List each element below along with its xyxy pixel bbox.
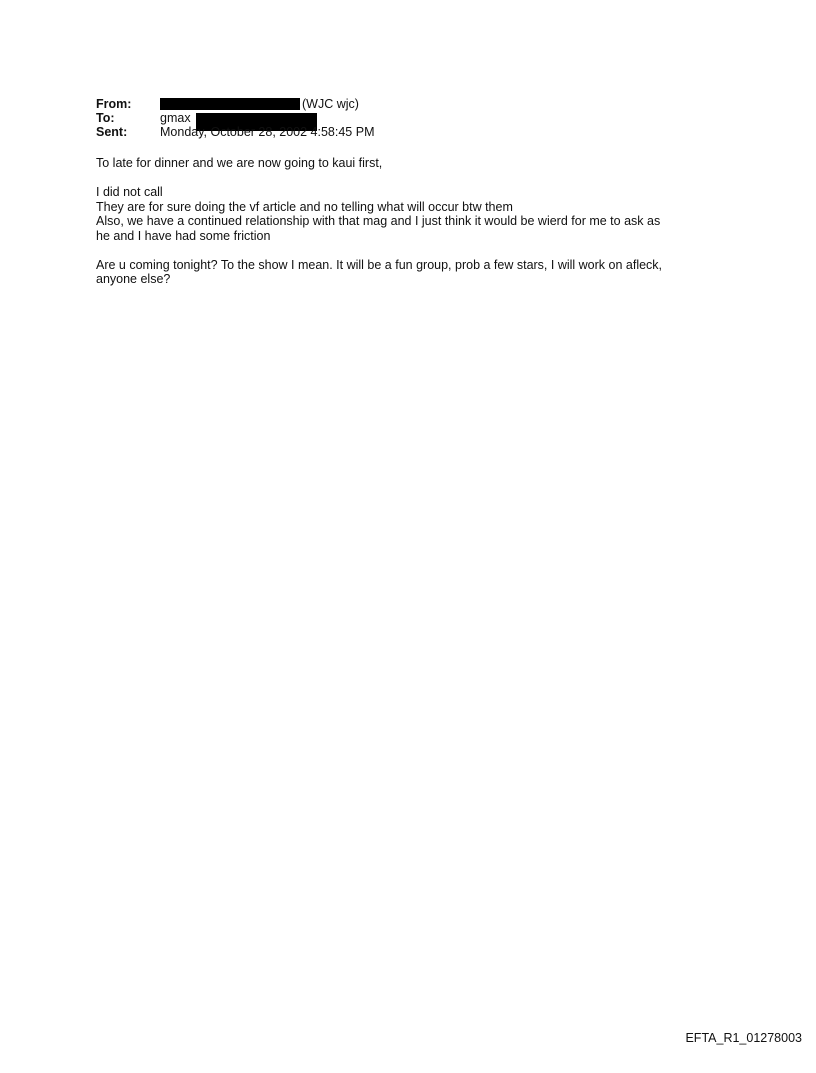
body-line: I did not call: [96, 185, 163, 199]
from-row: [96, 97, 374, 111]
email-header: [96, 97, 374, 139]
body-paragraph: [96, 258, 736, 287]
body-line: he and I have had some friction: [96, 228, 271, 243]
sent-value: Monday, October 28, 2002 4:58:45 PM: [160, 125, 375, 139]
body-line: Also, we have a continued relationship with that mag and I just think it would be wierd for me to ask as: [96, 214, 661, 228]
to-value: gmax: [160, 111, 191, 125]
body-line: anyone else?: [96, 272, 171, 286]
body-line: To late for dinner and we are now going to kaui first,: [96, 156, 383, 170]
document-id: EFTA_R1_01278003: [685, 1031, 802, 1045]
body-line: They are for sure doing the vf article and no telling what will occur btw them: [96, 199, 513, 214]
to-value-wrap: [160, 111, 191, 125]
sent-label: Sent:: [96, 125, 128, 139]
to-label: To:: [96, 111, 115, 125]
email-body: [96, 156, 736, 301]
to-row: [96, 111, 374, 125]
from-value-wrap: [160, 97, 359, 111]
body-line: Are u coming tonight? To the show I mean. It will be a fun group, prob a few stars, I will work on afleck,: [96, 257, 663, 272]
from-value: (WJC wjc): [302, 97, 359, 111]
body-paragraph: [96, 185, 736, 243]
body-paragraph: [96, 156, 736, 171]
from-label: From:: [96, 97, 132, 111]
sent-row: [96, 125, 374, 139]
redaction-box: [160, 98, 300, 110]
